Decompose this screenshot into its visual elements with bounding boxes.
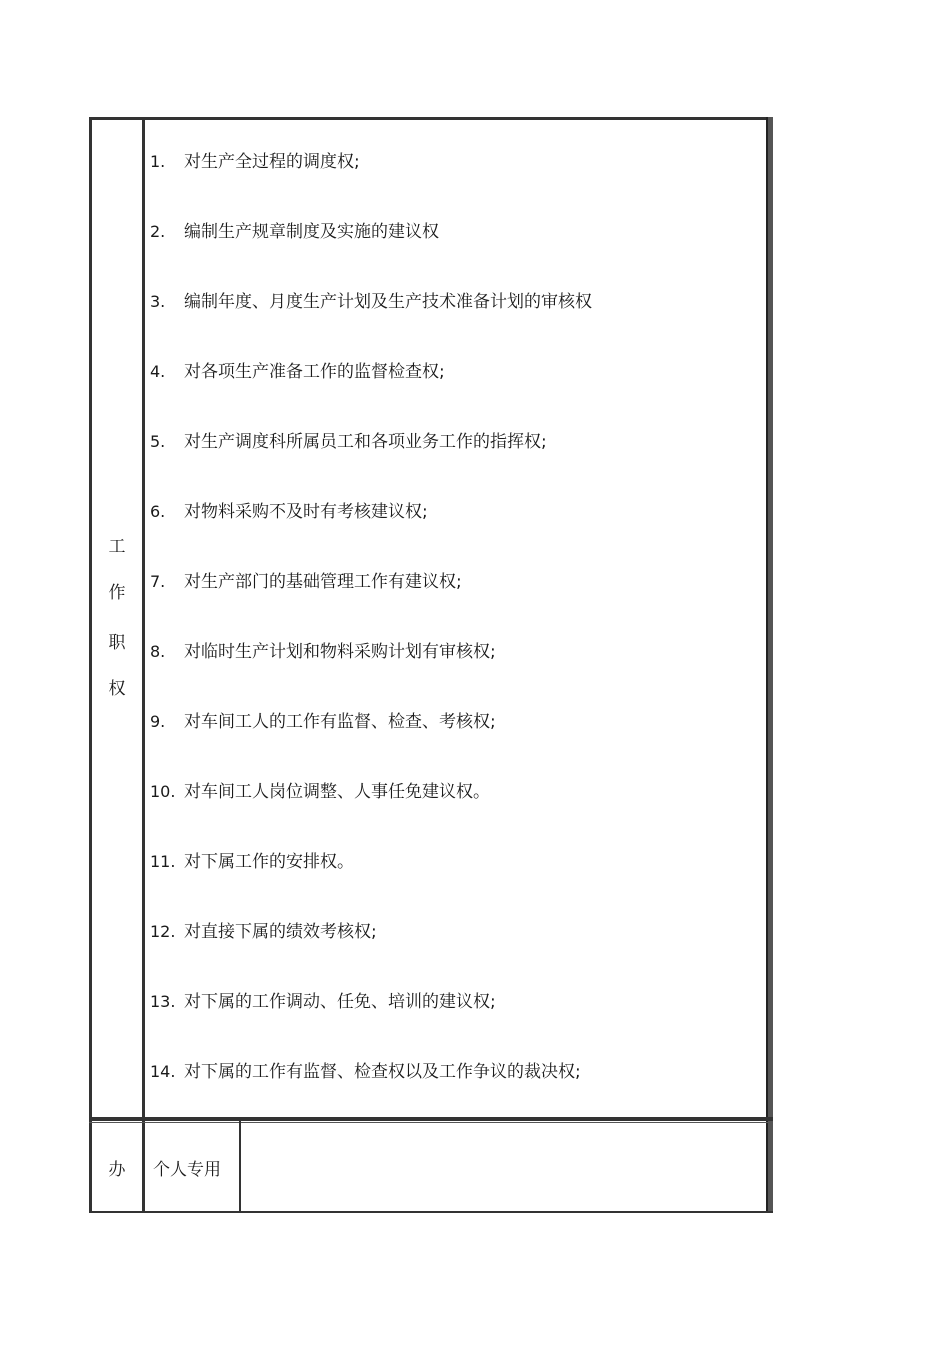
- list-item: [150, 640, 760, 710]
- item-text: 编制年度、月度生产计划及生产技术准备计划的审核权: [184, 292, 592, 312]
- list-item: [150, 570, 760, 640]
- item-number: 1.: [150, 152, 166, 171]
- item-text: 对生产部门的基础管理工作有建议权;: [184, 572, 462, 592]
- item-number: 12.: [150, 922, 176, 941]
- item-number: 6.: [150, 502, 166, 521]
- item-text: 对各项生产准备工作的监督检查权;: [184, 362, 445, 382]
- list-item: [150, 360, 760, 430]
- item-number: 10.: [150, 782, 176, 801]
- table-top-border: [89, 117, 773, 120]
- section-label-char: 职: [108, 633, 126, 653]
- list-item: [150, 710, 760, 780]
- section-label-char: 工: [108, 537, 126, 557]
- item-number: 7.: [150, 572, 166, 591]
- table-bottom-border: [89, 1211, 773, 1213]
- item-text: 编制生产规章制度及实施的建议权: [184, 222, 439, 242]
- item-number: 9.: [150, 712, 166, 731]
- list-item: [150, 990, 760, 1060]
- rights-list: [150, 150, 760, 1130]
- list-item: [150, 220, 760, 290]
- table-right-border-inner: [766, 117, 768, 1213]
- item-number: 2.: [150, 222, 166, 241]
- item-text: 对直接下属的绩效考核权;: [184, 922, 377, 942]
- label-column-divider: [142, 117, 145, 1213]
- list-item: [150, 920, 760, 990]
- list-item: [150, 290, 760, 360]
- item-text: 对车间工人的工作有监督、检查、考核权;: [184, 712, 496, 732]
- list-item: [150, 150, 760, 220]
- sub-column-divider: [239, 1121, 241, 1213]
- item-number: 14.: [150, 1062, 176, 1081]
- section-label-char: 权: [108, 679, 126, 699]
- personal-use-label: 个人专用: [153, 1160, 221, 1180]
- item-text: 对生产全过程的调度权;: [184, 152, 360, 172]
- list-item: [150, 430, 760, 500]
- item-number: 4.: [150, 362, 166, 381]
- item-number: 8.: [150, 642, 166, 661]
- item-number: 5.: [150, 432, 166, 451]
- item-text: 对下属的工作有监督、检查权以及工作争议的裁决权;: [184, 1062, 581, 1082]
- item-number: 3.: [150, 292, 166, 311]
- list-item: [150, 850, 760, 920]
- item-number: 11.: [150, 852, 176, 871]
- item-text: 对物料采购不及时有考核建议权;: [184, 502, 428, 522]
- item-text: 对车间工人岗位调整、人事任免建议权。: [184, 782, 490, 802]
- office-section-label: 办: [108, 1160, 126, 1180]
- section-label-char: 作: [108, 583, 126, 603]
- item-text: 对生产调度科所属员工和各项业务工作的指挥权;: [184, 432, 547, 452]
- item-text: 对临时生产计划和物料采购计划有审核权;: [184, 642, 496, 662]
- table-left-border: [89, 117, 92, 1213]
- list-item: [150, 780, 760, 850]
- list-item: [150, 500, 760, 570]
- item-text: 对下属工作的安排权。: [184, 852, 354, 872]
- list-item: [150, 1060, 760, 1130]
- item-text: 对下属的工作调动、任免、培训的建议权;: [184, 992, 496, 1012]
- item-number: 13.: [150, 992, 176, 1011]
